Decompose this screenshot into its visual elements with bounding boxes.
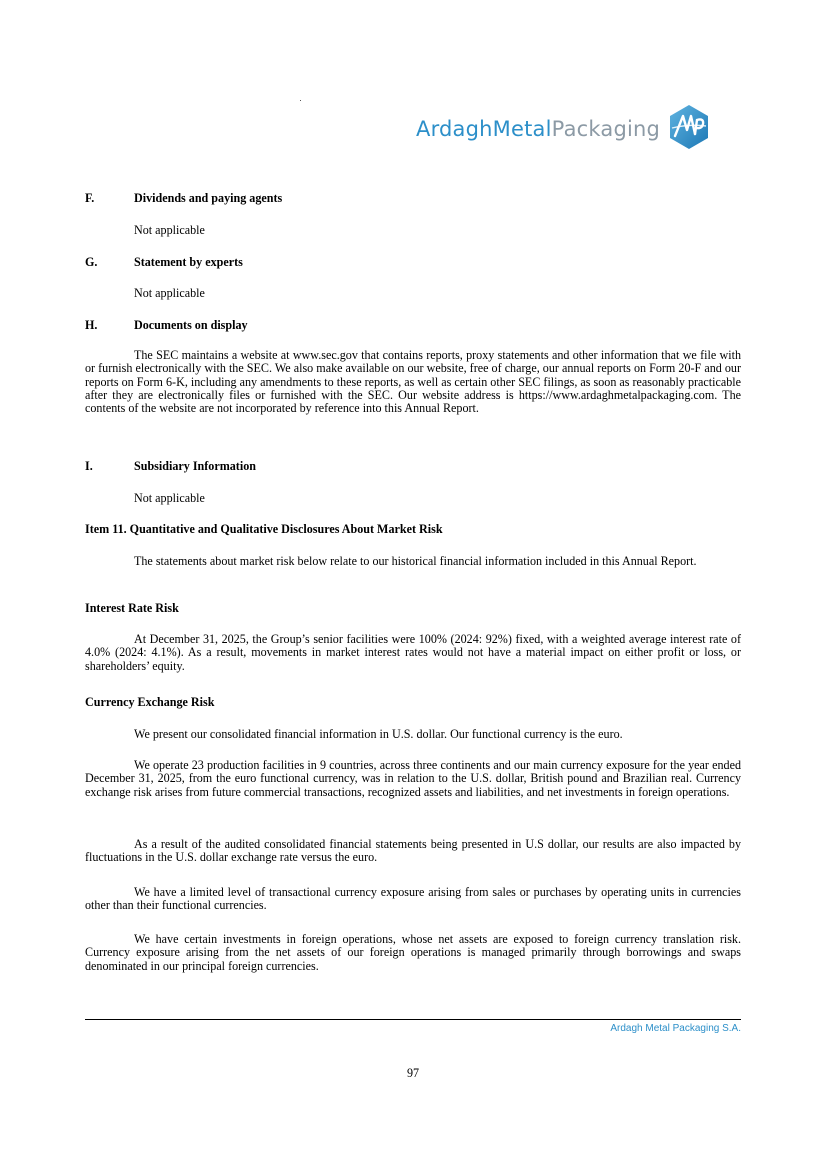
- section-h-letter: H.: [85, 318, 98, 332]
- item11-title: Item 11. Quantitative and Qualitative Disclosures About Market Risk: [85, 522, 443, 536]
- section-g-letter: G.: [85, 255, 98, 269]
- section-f-heading: [85, 192, 741, 205]
- item11-intro: The statements about market risk below relate to our historical financial information included in this Annual Report.: [134, 554, 697, 568]
- logo-wordmark: [416, 116, 660, 142]
- section-i-heading: [85, 460, 741, 473]
- section-g: [85, 256, 741, 269]
- section-h-body: The SEC maintains a website at www.sec.gov that contains reports, proxy statements and other information that we file with or furnish electronically with the SEC. We also make available on our website, free of charge, our annual reports on Form 20-F and our reports on Form 6-K, including any amendments to these reports, as well as certain other SEC filings, as soon as reasonably practicable after they are electronically files or furnished with the SEC. Our website address is https://www.ardaghmetalpackaging.com. The contents of the website are not incorporated by reference into this Annual Report.: [85, 348, 741, 416]
- section-g-body: Not applicable: [134, 286, 205, 300]
- interest-rate-risk-title: Interest Rate Risk: [85, 601, 179, 615]
- company-logo: [416, 103, 712, 151]
- section-g-heading: [85, 256, 741, 269]
- section-i-title: Subsidiary Information: [134, 459, 256, 473]
- section-g-title: Statement by experts: [134, 255, 243, 269]
- page-number: 97: [406, 1066, 420, 1080]
- currency-risk-title: Currency Exchange Risk: [85, 695, 215, 709]
- currency-risk-p1: We present our consolidated financial information in U.S. dollar. Our functional currency is the euro.: [134, 727, 623, 741]
- logo-word-packaging: Packaging: [551, 117, 661, 141]
- section-i-letter: I.: [85, 459, 93, 473]
- section-f-letter: F.: [85, 191, 95, 205]
- section-f-body: Not applicable: [134, 223, 205, 237]
- logo-word-ardagh: Ardagh: [416, 117, 493, 141]
- section-i-body: Not applicable: [134, 491, 205, 505]
- section-f: [85, 192, 741, 205]
- currency-risk-p4: We have a limited level of transactional currency exposure arising from sales or purchases by operating units in currencies other than their functional currencies.: [85, 885, 741, 913]
- section-i: [85, 460, 741, 473]
- footer-company-name: Ardagh Metal Packaging S.A.: [610, 1023, 741, 1034]
- section-h-title: Documents on display: [134, 318, 248, 332]
- section-h: [85, 319, 741, 332]
- section-h-heading: [85, 319, 741, 332]
- stray-dot: [300, 100, 301, 101]
- currency-risk-p5: We have certain investments in foreign operations, whose net assets are exposed to foreign currency translation risk. Currency exposure arising from the net assets of our foreign operations is managed primarily through borrowings and swaps denominated in our principal foreign currencies.: [85, 932, 741, 973]
- currency-risk-p2: We operate 23 production facilities in 9 countries, across three continents and our main currency exposure for the year ended December 31, 2025, from the euro functional currency, was in relation to the U.S. dollar, British pound and Brazilian real. Currency exchange risk arises from future commercial transactions, recognized assets and liabilities, and net investments in foreign operations.: [85, 758, 741, 799]
- footer-divider: [85, 1019, 741, 1020]
- interest-rate-risk-body: At December 31, 2025, the Group’s senior facilities were 100% (2024: 92%) fixed, with a weighted average interest rate of 4.0% (2024: 4.1%). As a result, movements in market interest rates would not have a material impact on either profit or loss, or shareholders’ equity.: [85, 632, 741, 673]
- currency-risk-p3: As a result of the audited consolidated financial statements being presented in U.S dollar, our results are also impacted by fluctuations in the U.S. dollar exchange rate versus the euro.: [85, 837, 741, 865]
- logo-word-metal: Metal: [492, 117, 552, 141]
- amp-logo-icon: [666, 104, 712, 150]
- section-f-title: Dividends and paying agents: [134, 191, 283, 205]
